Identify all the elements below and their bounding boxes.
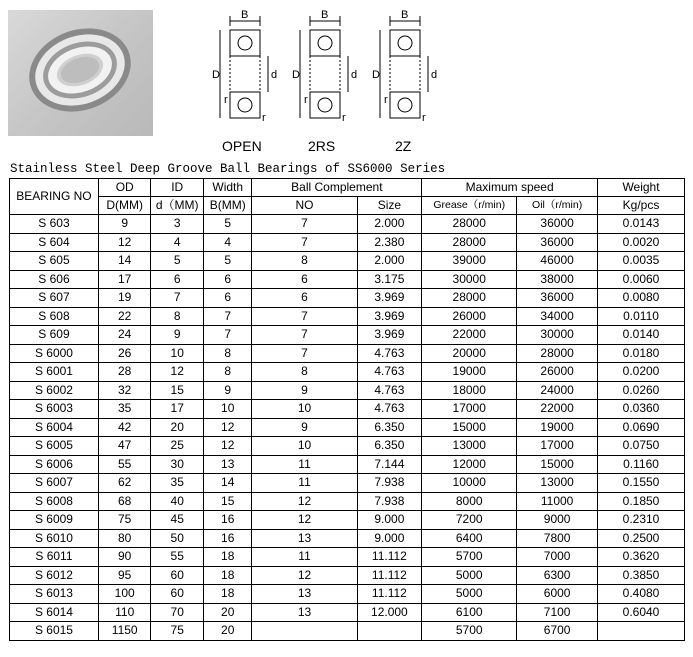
width-cell: 12 [203,418,252,437]
od-cell: 1150 [98,622,151,641]
width-cell: 5 [203,252,252,271]
oil-speed-cell: 30000 [517,326,598,345]
ball-size-cell: 11.112 [357,548,422,567]
grease-speed-cell: 20000 [422,344,517,363]
id-cell: 6 [151,270,204,289]
weight-cell: 0.0360 [598,400,685,419]
ball-no-cell: 7 [252,326,357,345]
weight-cell [598,622,685,641]
grease-speed-cell: 10000 [422,474,517,493]
table-row [10,270,685,289]
weight-cell: 0.0750 [598,437,685,456]
grease-speed-cell: 22000 [422,326,517,345]
table-row [10,511,685,530]
weight-cell: 0.3620 [598,548,685,567]
weight-cell: 0.0200 [598,363,685,382]
weight-cell: 0.3850 [598,566,685,585]
r-label-2z-1: r [384,94,388,106]
ball-complement-header: Ball Complement [252,179,422,197]
weight-cell: 0.0080 [598,289,685,308]
open-caption: OPEN [222,138,262,154]
weight-cell: 0.0035 [598,252,685,271]
oil-speed-cell: 6000 [517,585,598,604]
r-label-2rs-2: r [342,112,346,124]
id-cell: 8 [151,307,204,326]
od-cell: 100 [98,585,151,604]
table-row [10,622,685,641]
grease-speed-cell: 6400 [422,529,517,548]
ball-size-cell: 6.350 [357,437,422,456]
oil-speed-cell: 6700 [517,622,598,641]
oil-speed-cell: 7000 [517,548,598,567]
id-cell: 15 [151,381,204,400]
od-cell: 62 [98,474,151,493]
width-unit: B(MM) [203,197,252,215]
ball-size-cell: 4.763 [357,363,422,382]
width-cell: 8 [203,344,252,363]
id-cell: 12 [151,363,204,382]
bearing-no-cell: S 6003 [10,400,99,419]
grease-speed-cell: 15000 [422,418,517,437]
table-row [10,233,685,252]
width-cell: 15 [203,492,252,511]
id-cell: 9 [151,326,204,345]
ball-no-cell: 7 [252,215,357,234]
d-inner-label-2z: d [431,69,438,81]
ball-size-cell: 4.763 [357,344,422,363]
table-row [10,548,685,567]
weight-header: Weight [598,179,685,197]
od-cell: 55 [98,455,151,474]
ball-size-cell: 7.144 [357,455,422,474]
d-outer-label-2rs: D [292,69,300,81]
grease-speed-cell: 17000 [422,400,517,419]
oil-speed-cell: 26000 [517,363,598,382]
oil-speed-cell: 36000 [517,215,598,234]
width-header: Width [203,179,252,197]
id-cell: 40 [151,492,204,511]
bearing-no-cell: S 6006 [10,455,99,474]
grease-speed-cell: 7200 [422,511,517,530]
oil-speed-cell: 28000 [517,344,598,363]
ball-size-cell: 4.763 [357,400,422,419]
table-row [10,400,685,419]
grease-speed-cell: 5700 [422,548,517,567]
ball-no-cell: 9 [252,418,357,437]
od-header: OD [98,179,151,197]
bearing-no-cell: S 606 [10,270,99,289]
bearing-spec-table [9,178,685,641]
r-label-2rs-1: r [304,94,308,106]
width-cell: 18 [203,548,252,567]
table-row [10,326,685,345]
ball-no-cell: 12 [252,566,357,585]
b-label-2z: B [401,9,409,21]
ball-size-cell: 3.969 [357,307,422,326]
bearing-cross-section-diagrams [200,8,470,160]
r-label-open-1: r [224,94,228,106]
id-cell: 60 [151,566,204,585]
r-label-open-2: r [262,112,266,124]
bearing-no-cell: S 6012 [10,566,99,585]
ball-size-cell: 6.350 [357,418,422,437]
ball-no-cell: 10 [252,400,357,419]
weight-cell: 0.0180 [598,344,685,363]
od-cell: 22 [98,307,151,326]
ball-size-cell: 11.112 [357,566,422,585]
bearing-no-cell: S 6007 [10,474,99,493]
oil-speed-cell: 7100 [517,603,598,622]
width-cell: 6 [203,270,252,289]
width-cell: 14 [203,474,252,493]
od-unit: D(MM) [98,197,151,215]
id-cell: 70 [151,603,204,622]
grease-header: Grease（r/min) [422,197,517,215]
bearing-no-cell: S 607 [10,289,99,308]
bearing-no-cell: S 6015 [10,622,99,641]
bearing-no-cell: S 6008 [10,492,99,511]
table-row [10,289,685,308]
ball-no-cell: 6 [252,270,357,289]
ball-size-cell: 9.000 [357,511,422,530]
od-cell: 19 [98,289,151,308]
grease-speed-cell: 26000 [422,307,517,326]
ball-size-cell: 4.763 [357,381,422,400]
ball-size-cell: 2.380 [357,233,422,252]
ball-no-cell [252,622,357,641]
header-row-1 [10,179,685,197]
od-cell: 68 [98,492,151,511]
od-cell: 47 [98,437,151,456]
table-row [10,585,685,604]
oil-speed-cell: 24000 [517,381,598,400]
bearing-no-cell: S 6005 [10,437,99,456]
ball-size-cell: 2.000 [357,252,422,271]
d-outer-label-open: D [212,69,220,81]
ball-no-cell: 7 [252,233,357,252]
ball-no-cell: 11 [252,474,357,493]
oil-speed-cell: 38000 [517,270,598,289]
id-cell: 30 [151,455,204,474]
width-cell: 18 [203,566,252,585]
ball-size-cell: 3.969 [357,326,422,345]
ball-size-cell: 2.000 [357,215,422,234]
width-cell: 4 [203,233,252,252]
oil-speed-cell: 17000 [517,437,598,456]
bearing-no-cell: S 6000 [10,344,99,363]
ball-no-cell: 6 [252,289,357,308]
bearing-no-cell: S 6014 [10,603,99,622]
od-cell: 17 [98,270,151,289]
ball-size-cell: 12.000 [357,603,422,622]
width-cell: 5 [203,215,252,234]
ball-no-cell: 12 [252,492,357,511]
no-header: NO [252,197,357,215]
d-inner-label-2rs: d [351,69,358,81]
grease-speed-cell: 6100 [422,603,517,622]
grease-speed-cell: 30000 [422,270,517,289]
bearing-no-cell: S 6002 [10,381,99,400]
2z-caption: 2Z [395,138,412,154]
grease-speed-cell: 5700 [422,622,517,641]
weight-cell: 0.1850 [598,492,685,511]
max-speed-header: Maximum speed [422,179,598,197]
od-cell: 26 [98,344,151,363]
table-row [10,307,685,326]
weight-cell: 0.1160 [598,455,685,474]
weight-cell: 0.2310 [598,511,685,530]
bearing-no-cell: S 604 [10,233,99,252]
table-row [10,381,685,400]
id-cell: 75 [151,622,204,641]
ball-no-cell: 12 [252,511,357,530]
od-cell: 24 [98,326,151,345]
od-cell: 42 [98,418,151,437]
ball-no-cell: 7 [252,344,357,363]
ball-size-cell: 9.000 [357,529,422,548]
ball-size-cell: 3.175 [357,270,422,289]
grease-speed-cell: 28000 [422,289,517,308]
weight-cell: 0.1550 [598,474,685,493]
width-cell: 7 [203,326,252,345]
id-cell: 50 [151,529,204,548]
weight-cell: 0.4080 [598,585,685,604]
grease-speed-cell: 18000 [422,381,517,400]
width-cell: 20 [203,622,252,641]
id-cell: 5 [151,252,204,271]
oil-speed-cell: 22000 [517,400,598,419]
oil-speed-cell: 34000 [517,307,598,326]
oil-speed-cell: 46000 [517,252,598,271]
ball-size-cell: 11.112 [357,585,422,604]
header-row-2 [10,197,685,215]
table-row [10,363,685,382]
bearing-no-cell: S 6010 [10,529,99,548]
grease-speed-cell: 28000 [422,233,517,252]
table-row [10,252,685,271]
oil-speed-cell: 36000 [517,289,598,308]
od-cell: 28 [98,363,151,382]
oil-speed-cell: 36000 [517,233,598,252]
grease-speed-cell: 13000 [422,437,517,456]
ball-no-cell: 8 [252,363,357,382]
table-title: Stainless Steel Deep Groove Ball Bearings of SS6000 Series [10,162,446,176]
bearing-no-cell: S 6001 [10,363,99,382]
width-cell: 12 [203,437,252,456]
id-cell: 60 [151,585,204,604]
od-cell: 32 [98,381,151,400]
d-inner-label-open: d [271,69,278,81]
ball-no-cell: 11 [252,455,357,474]
ball-size-cell: 7.938 [357,492,422,511]
table-row [10,603,685,622]
table-row [10,344,685,363]
width-cell: 20 [203,603,252,622]
oil-speed-cell: 6300 [517,566,598,585]
ball-size-cell: 3.969 [357,289,422,308]
id-cell: 20 [151,418,204,437]
id-cell: 25 [151,437,204,456]
table-row [10,455,685,474]
oil-speed-cell: 13000 [517,474,598,493]
bearing-no-cell: S 609 [10,326,99,345]
od-cell: 35 [98,400,151,419]
id-cell: 55 [151,548,204,567]
id-cell: 3 [151,215,204,234]
oil-header: Oil（r/min) [517,197,598,215]
width-cell: 8 [203,363,252,382]
table-row [10,529,685,548]
width-cell: 16 [203,511,252,530]
ball-no-cell: 7 [252,307,357,326]
id-header: ID [151,179,204,197]
grease-speed-cell: 8000 [422,492,517,511]
table-row [10,215,685,234]
weight-cell: 0.6040 [598,603,685,622]
ball-no-cell: 8 [252,252,357,271]
bearing-no-cell: S 603 [10,215,99,234]
b-label-2rs: B [321,9,329,21]
weight-cell: 0.0110 [598,307,685,326]
grease-speed-cell: 5000 [422,585,517,604]
weight-cell: 0.0690 [598,418,685,437]
width-cell: 13 [203,455,252,474]
weight-cell: 0.0260 [598,381,685,400]
ball-no-cell: 13 [252,603,357,622]
od-cell: 9 [98,215,151,234]
ball-no-cell: 13 [252,529,357,548]
width-cell: 10 [203,400,252,419]
bearing-no-cell: S 6011 [10,548,99,567]
ball-no-cell: 11 [252,548,357,567]
bearing-no-cell: S 6004 [10,418,99,437]
od-cell: 110 [98,603,151,622]
width-cell: 16 [203,529,252,548]
grease-speed-cell: 39000 [422,252,517,271]
table-row [10,566,685,585]
table-row [10,418,685,437]
weight-cell: 0.0143 [598,215,685,234]
ball-no-cell: 9 [252,381,357,400]
ball-size-cell: 7.938 [357,474,422,493]
ball-no-cell: 10 [252,437,357,456]
od-cell: 14 [98,252,151,271]
r-label-2z-2: r [422,112,426,124]
weight-unit: Kg/pcs [598,197,685,215]
oil-speed-cell: 15000 [517,455,598,474]
width-cell: 7 [203,307,252,326]
d-outer-label-2z: D [372,69,380,81]
oil-speed-cell: 7800 [517,529,598,548]
grease-speed-cell: 28000 [422,215,517,234]
od-cell: 80 [98,529,151,548]
bearing-no-cell: S 6013 [10,585,99,604]
od-cell: 90 [98,548,151,567]
id-cell: 17 [151,400,204,419]
bearing-photo [8,10,153,136]
bearing-no-header: BEARING NO [10,179,99,215]
id-unit: d（MM) [151,197,204,215]
table-row [10,437,685,456]
table-row [10,492,685,511]
2rs-caption: 2RS [308,138,336,154]
od-cell: 95 [98,566,151,585]
b-label-open: B [241,9,249,21]
weight-cell: 0.0020 [598,233,685,252]
table-row [10,474,685,493]
oil-speed-cell: 9000 [517,511,598,530]
bearing-no-cell: S 608 [10,307,99,326]
weight-cell: 0.2500 [598,529,685,548]
grease-speed-cell: 5000 [422,566,517,585]
ball-no-cell: 13 [252,585,357,604]
id-cell: 7 [151,289,204,308]
weight-cell: 0.0140 [598,326,685,345]
od-cell: 12 [98,233,151,252]
width-cell: 18 [203,585,252,604]
size-header: Size [357,197,422,215]
id-cell: 4 [151,233,204,252]
grease-speed-cell: 19000 [422,363,517,382]
oil-speed-cell: 11000 [517,492,598,511]
oil-speed-cell: 19000 [517,418,598,437]
width-cell: 9 [203,381,252,400]
bearing-no-cell: S 6009 [10,511,99,530]
width-cell: 6 [203,289,252,308]
id-cell: 45 [151,511,204,530]
id-cell: 35 [151,474,204,493]
ball-size-cell [357,622,422,641]
bearing-no-cell: S 605 [10,252,99,271]
weight-cell: 0.0060 [598,270,685,289]
grease-speed-cell: 12000 [422,455,517,474]
od-cell: 75 [98,511,151,530]
id-cell: 10 [151,344,204,363]
